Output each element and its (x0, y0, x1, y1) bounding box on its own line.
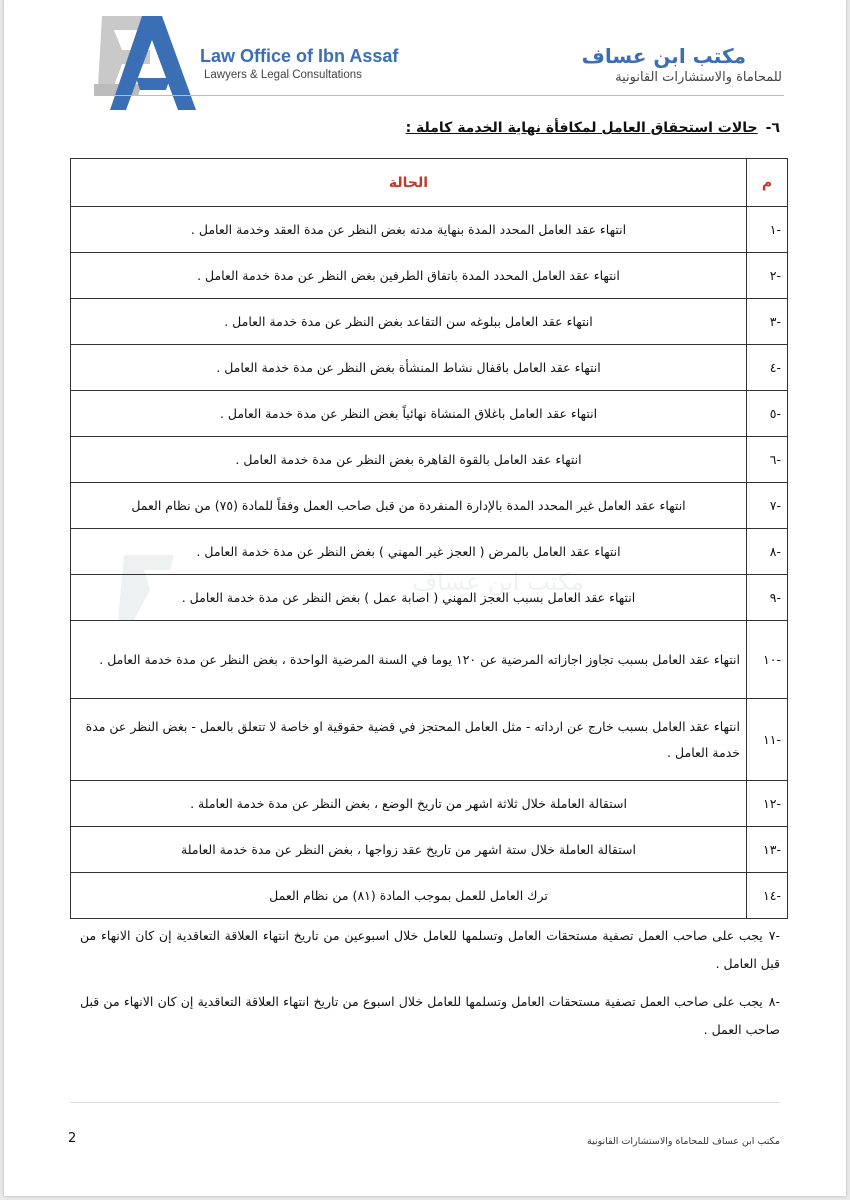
row-text: انتهاء عقد العامل المحدد المدة بنهاية مدته بغض النظر عن مدة العقد وخدمة العامل . (71, 207, 747, 253)
row-text: انتهاء عقد العامل غير المحدد المدة بالإدارة المنفردة من قبل صاحب العمل وفقاً للمادة (٧٥) من نظام العمل (71, 483, 747, 529)
paragraph-8 (80, 988, 780, 1044)
row-number: -١٤ (747, 873, 788, 919)
row-number: -٣ (747, 299, 788, 345)
section-number: ٦- (765, 120, 780, 136)
cases-table (70, 158, 788, 919)
row-text: انتهاء عقد العامل ببلوغه سن التقاعد بغض النظر عن مدة خدمة العامل . (71, 299, 747, 345)
footer-text: مكتب ابن عساف للمحاماة والاستشارات القانونية (587, 1136, 780, 1147)
table-header-row (71, 159, 788, 207)
row-text: انتهاء عقد العامل بالمرض ( العجز غير المهني ) بغض النظر عن مدة خدمة العامل . (71, 529, 747, 575)
row-text: انتهاء عقد العامل باغلاق المنشاة نهائياً بغض النظر عن مدة خدمة العامل . (71, 391, 747, 437)
row-number: -١٣ (747, 827, 788, 873)
logo-arabic-title: مكتب ابن عساف (581, 44, 746, 68)
section-title: حالات استحقاق العامل لمكافأة نهاية الخدمة كاملة : (405, 120, 758, 136)
row-number: -١ (747, 207, 788, 253)
row-text: انتهاء عقد العامل بالقوة القاهرة بغض النظر عن مدة خدمة العامل . (71, 437, 747, 483)
table-row (71, 781, 788, 827)
row-number: -١٢ (747, 781, 788, 827)
row-number: -٥ (747, 391, 788, 437)
paragraph-text: يجب على صاحب العمل تصفية مستحقات العامل وتسلمها للعامل خلال اسبوعين من تاريخ انتهاء العلاقة التعاقدية إن كان الانهاء من قبل العامل . (80, 928, 780, 971)
row-number: -٤ (747, 345, 788, 391)
table-row (71, 207, 788, 253)
table-row (71, 621, 788, 699)
logo-arabic-subtitle: للمحاماة والاستشارات القانونية (615, 70, 782, 85)
row-text: استقالة العاملة خلال ثلاثة اشهر من تاريخ الوضع ، بغض النظر عن مدة خدمة العاملة . (71, 781, 747, 827)
paragraph-7 (80, 922, 780, 978)
table-row (71, 483, 788, 529)
table-row (71, 529, 788, 575)
table-row (71, 699, 788, 781)
row-number: -٢ (747, 253, 788, 299)
table-row (71, 437, 788, 483)
table-row (71, 391, 788, 437)
section-heading (406, 120, 780, 136)
paragraph-number: -٨ (768, 994, 780, 1009)
paragraph-text: يجب على صاحب العمل تصفية مستحقات العامل وتسلمها للعامل خلال اسبوع من تاريخ انتهاء العلاقة التعاقدية إن كان الانهاء من قبل صاحب العمل . (80, 994, 780, 1037)
paragraph-number: -٧ (768, 928, 780, 943)
logo-english-title: Law Office of Ibn Assaf (200, 46, 399, 66)
row-number: -٦ (747, 437, 788, 483)
row-number: -٧ (747, 483, 788, 529)
row-number: -١١ (747, 699, 788, 781)
table-row (71, 253, 788, 299)
column-header-case: الحالة (71, 159, 747, 207)
law-office-logo (92, 14, 198, 112)
svg-text:مكتب ابن عساف: مكتب ابن عساف (412, 568, 584, 596)
row-text: انتهاء عقد العامل باقفال نشاط المنشأة بغض النظر عن مدة خدمة العامل . (71, 345, 747, 391)
row-text: انتهاء عقد العامل المحدد المدة باتفاق الطرفين بغض النظر عن مدة خدمة العامل . (71, 253, 747, 299)
logo-english-subtitle: Lawyers & Legal Consultations (204, 69, 362, 81)
table-row (71, 827, 788, 873)
table-row (71, 299, 788, 345)
row-text: ترك العامل للعمل بموجب المادة (٨١) من نظام العمل (71, 873, 747, 919)
row-number: -٩ (747, 575, 788, 621)
table-row (71, 873, 788, 919)
row-number: -٨ (747, 529, 788, 575)
row-text: انتهاء عقد العامل بسبب خارج عن ارداته - مثل العامل المحتجز في قضية حقوقية او خاصة لا تتعلق بالعمل - بغض النظر عن مدة خدمة العامل . (71, 699, 747, 781)
row-text: انتهاء عقد العامل بسبب تجاوز اجازاته المرضية عن ١٢٠ يوما في السنة المرضية الواحدة ، بغض النظر عن مدة خدمة العامل . (71, 621, 747, 699)
row-text: انتهاء عقد العامل بسبب العجز المهني ( اصابة عمل ) بغض النظر عن مدة خدمة العامل . (71, 575, 747, 621)
row-text: استقالة العاملة خلال ستة اشهر من تاريخ عقد زواجها ، بغض النظر عن مدة خدمة العاملة (71, 827, 747, 873)
column-header-number: م (747, 159, 788, 207)
row-number: -١٠ (747, 621, 788, 699)
page-number: 2 (68, 1131, 77, 1146)
footer-divider (70, 1102, 780, 1103)
table-row (71, 575, 788, 621)
header-divider (114, 95, 784, 96)
document-page (4, 0, 846, 1196)
table-row (71, 345, 788, 391)
